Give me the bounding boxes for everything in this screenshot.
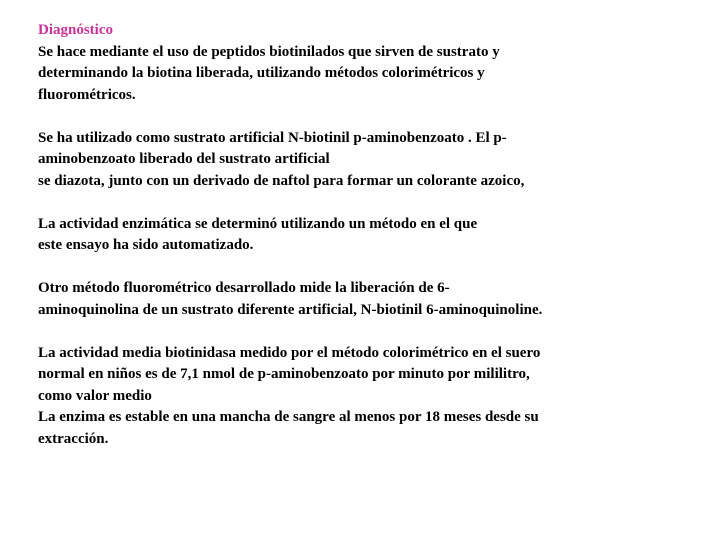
text-line: La actividad media biotinidasa medido por el método colorimétrico en el suero bbox=[38, 344, 541, 361]
text-line: extracción. bbox=[38, 430, 109, 447]
slide-title: Diagnóstico bbox=[38, 22, 113, 38]
text-line: La enzima es estable en una mancha de sangre al menos por 18 meses desde su bbox=[38, 409, 539, 425]
text-line: se diazota, junto con un derivado de naftol para formar un colorante azoico, bbox=[38, 172, 525, 189]
text-line: normal en niños es de 7,1 nmol de p-aminobenzoato por minuto por mililitro, bbox=[38, 366, 530, 382]
paragraph-method bbox=[38, 42, 678, 107]
text-line: fluorométricos. bbox=[38, 86, 136, 103]
text-line: La actividad enzimática se determinó utilizando un método en el que bbox=[38, 215, 478, 232]
text-line: determinando la biotina liberada, utilizando métodos colorimétricos y bbox=[38, 65, 485, 81]
text-line: este ensayo ha sido automatizado. bbox=[38, 237, 254, 253]
paragraph-enzymatic-activity bbox=[38, 214, 678, 257]
text-line: Se ha utilizado como sustrato artificial N-biotinil p-aminobenzoato . El p- bbox=[38, 129, 507, 146]
text-line: aminobenzoato liberado del sustrato artificial bbox=[38, 151, 330, 167]
slide-content bbox=[38, 20, 678, 472]
paragraph-substrate bbox=[38, 128, 678, 193]
paragraph-mean-activity bbox=[38, 343, 678, 451]
text-line: Se hace mediante el uso de peptidos biotinilados que sirven de sustrato y bbox=[38, 43, 500, 60]
text-line: Otro método fluorométrico desarrollado mide la liberación de 6- bbox=[38, 280, 450, 296]
text-line: como valor medio bbox=[38, 387, 152, 404]
text-line: aminoquinolina de un sustrato diferente artificial, N-biotinil 6-aminoquinoline. bbox=[38, 301, 543, 318]
paragraph-fluorometric bbox=[38, 278, 678, 321]
